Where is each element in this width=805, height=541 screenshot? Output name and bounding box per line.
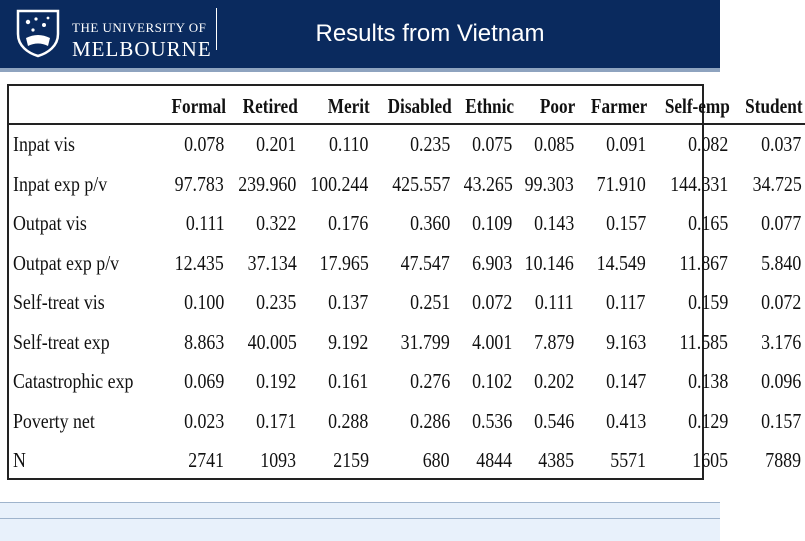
table-cell [300, 124, 372, 165]
table-cell [516, 244, 578, 284]
cell-value: 0.288 [328, 408, 369, 433]
cell-value: 2741 [188, 448, 225, 473]
cell-value: 144.331 [670, 171, 729, 196]
table-cell [300, 165, 372, 205]
table-cell [454, 323, 517, 363]
cell-value: 0.096 [761, 369, 802, 394]
table-cell [454, 165, 517, 205]
table-cell [454, 124, 517, 165]
table-cell [578, 244, 650, 284]
footer-rule [0, 518, 720, 519]
logo-divider [216, 8, 217, 50]
table-cell [454, 204, 517, 244]
cell-value: 6.903 [472, 250, 513, 275]
cell-value: 0.157 [761, 408, 802, 433]
table-cell [454, 244, 517, 284]
logo-line-1: THE UNIVERSITY OF [72, 20, 207, 35]
cell-value: 0.100 [184, 290, 225, 315]
table-cell [732, 244, 805, 284]
slide-title: Results from Vietnam [315, 20, 545, 47]
table-cell [373, 204, 454, 244]
cell-value: 40.005 [247, 329, 297, 354]
table-cell [159, 323, 228, 363]
table-cell [300, 362, 372, 402]
table-cell [732, 441, 805, 481]
table-cell [159, 402, 228, 442]
table-cell [454, 362, 517, 402]
table-cell [300, 204, 372, 244]
table-cell [454, 283, 517, 323]
cell-value: 0.201 [256, 132, 297, 157]
table-row [9, 283, 805, 323]
row-label-text: Self-treat vis [13, 290, 105, 315]
cell-value: 0.322 [256, 211, 297, 236]
cell-value: 0.276 [409, 369, 450, 394]
table-cell [228, 124, 300, 165]
table-cell [373, 283, 454, 323]
cell-value: 0.536 [472, 408, 513, 433]
cell-value: 14.549 [596, 250, 646, 275]
table-cell [578, 441, 650, 481]
table-cell [159, 362, 228, 402]
cell-value: 4385 [538, 448, 575, 473]
university-logo [14, 8, 214, 61]
cell-value: 0.091 [605, 132, 646, 157]
table-cell [454, 402, 517, 442]
column-header: Poor [540, 94, 576, 118]
logo-line-2: MELBOURNE [72, 37, 212, 61]
table-cell [228, 323, 300, 363]
table-cell [228, 204, 300, 244]
row-label [9, 124, 159, 165]
cell-value: 0.111 [535, 290, 575, 315]
cell-value: 0.202 [533, 369, 575, 394]
table-cell [578, 165, 650, 205]
cell-value: 0.159 [688, 290, 729, 315]
table-row [9, 165, 805, 205]
table-cell [228, 244, 300, 284]
table-cell [516, 441, 578, 481]
table-row [9, 362, 805, 402]
table-cell [516, 204, 578, 244]
cell-value: 37.134 [247, 250, 297, 275]
table-cell [516, 362, 578, 402]
row-label-text: Catastrophic exp [13, 369, 134, 394]
row-label [9, 244, 159, 284]
cell-value: 4.001 [472, 329, 513, 354]
table-cell [650, 441, 732, 481]
cell-value: 0.138 [688, 369, 729, 394]
crest-icon [14, 8, 62, 58]
table-cell [373, 165, 454, 205]
cell-value: 0.161 [328, 369, 369, 394]
row-label-text: Poverty net [13, 408, 95, 433]
cell-value: 0.069 [184, 369, 225, 394]
table-cell [159, 204, 228, 244]
cell-value: 239.960 [238, 171, 297, 196]
table-cell [516, 323, 578, 363]
table-row [9, 124, 805, 165]
cell-value: 0.171 [256, 408, 297, 433]
column-header: Student [745, 94, 803, 118]
row-label-text: Self-treat exp [13, 329, 110, 354]
table-cell [516, 165, 578, 205]
cell-value: 0.143 [533, 211, 575, 236]
table-cell [578, 402, 650, 442]
table-cell [373, 362, 454, 402]
table-cell [732, 165, 805, 205]
cell-value: 0.137 [328, 290, 369, 315]
cell-value: 0.102 [472, 369, 513, 394]
table-cell [650, 244, 732, 284]
column-header: Ethnic [465, 94, 514, 118]
header-rule [0, 68, 720, 72]
table-cell [650, 124, 732, 165]
table-cell [373, 402, 454, 442]
table-cell [159, 283, 228, 323]
cell-value: 0.360 [409, 211, 450, 236]
table-cell [732, 124, 805, 165]
table-cell [373, 441, 454, 481]
table-cell [732, 283, 805, 323]
cell-value: 0.251 [409, 290, 450, 315]
cell-value: 0.235 [256, 290, 297, 315]
table-cell [516, 402, 578, 442]
cell-value: 97.783 [175, 171, 225, 196]
table-cell [650, 323, 732, 363]
row-label [9, 165, 159, 205]
footer-band [0, 502, 720, 541]
column-header: Retired [242, 94, 298, 118]
table-cell [732, 204, 805, 244]
row-label-text: Outpat exp p/v [13, 250, 120, 275]
cell-value: 0.085 [533, 132, 575, 157]
cell-value: 5.840 [761, 250, 802, 275]
cell-value: 0.117 [606, 290, 646, 315]
cell-value: 0.413 [605, 408, 646, 433]
cell-value: 17.965 [319, 250, 369, 275]
cell-value: 0.077 [761, 211, 802, 236]
cell-value: 0.165 [688, 211, 729, 236]
cell-value: 0.192 [256, 369, 297, 394]
column-header: Farmer [591, 94, 648, 118]
cell-value: 0.147 [605, 369, 646, 394]
table-cell [228, 441, 300, 481]
row-label [9, 323, 159, 363]
table-cell [650, 402, 732, 442]
table-cell [578, 323, 650, 363]
cell-value: 47.547 [400, 250, 450, 275]
row-label-text: Inpat vis [13, 132, 75, 157]
table-cell [228, 362, 300, 402]
cell-value: 680 [423, 448, 450, 473]
cell-value: 0.109 [472, 211, 513, 236]
cell-value: 0.111 [185, 211, 225, 236]
table-cell [300, 402, 372, 442]
table-cell [650, 362, 732, 402]
cell-value: 0.072 [761, 290, 802, 315]
table-cell [228, 283, 300, 323]
table-cell [516, 283, 578, 323]
cell-value: 71.910 [596, 171, 646, 196]
row-label-text: Inpat exp p/v [13, 171, 108, 196]
column-header: Self-emp [664, 94, 730, 118]
row-label [9, 204, 159, 244]
table-row [9, 402, 805, 442]
table-cell [300, 244, 372, 284]
table-cell [454, 441, 517, 481]
cell-value: 7889 [765, 448, 802, 473]
cell-value: 9.163 [605, 329, 646, 354]
table-cell [650, 283, 732, 323]
cell-value: 0.072 [472, 290, 513, 315]
table-cell [516, 124, 578, 165]
cell-value: 0.129 [688, 408, 729, 433]
table-cell [159, 441, 228, 481]
table-cell [578, 124, 650, 165]
cell-value: 425.557 [391, 171, 450, 196]
cell-value: 11.867 [679, 250, 729, 275]
cell-value: 0.075 [472, 132, 513, 157]
cell-value: 34.725 [752, 171, 802, 196]
cell-value: 0.110 [329, 132, 369, 157]
table-cell [159, 165, 228, 205]
row-label-text: Outpat vis [13, 211, 87, 236]
results-table [9, 90, 805, 481]
cell-value: 1093 [260, 448, 297, 473]
table-row [9, 204, 805, 244]
cell-value: 0.037 [761, 132, 802, 157]
table-cell [732, 362, 805, 402]
table-cell [373, 323, 454, 363]
column-header: Formal [171, 94, 226, 118]
table-row [9, 441, 805, 481]
cell-value: 9.192 [328, 329, 369, 354]
row-label-text: N [13, 448, 26, 473]
cell-value: 8.863 [184, 329, 225, 354]
table-cell [578, 283, 650, 323]
cell-value: 1605 [692, 448, 729, 473]
cell-value: 11.585 [679, 329, 729, 354]
cell-value: 10.146 [525, 250, 575, 275]
cell-value: 0.235 [409, 132, 450, 157]
cell-value: 100.244 [310, 171, 369, 196]
table-cell [578, 362, 650, 402]
table-cell [732, 323, 805, 363]
column-header: Merit [328, 94, 371, 118]
table-cell [228, 402, 300, 442]
table-cell [300, 283, 372, 323]
cell-value: 3.176 [761, 329, 802, 354]
table-cell [228, 165, 300, 205]
table-row [9, 323, 805, 363]
results-table-frame [7, 84, 803, 480]
table-header-row [9, 90, 805, 124]
cell-value: 43.265 [463, 171, 513, 196]
cell-value: 0.157 [605, 211, 646, 236]
cell-value: 0.176 [328, 211, 369, 236]
cell-value: 4844 [476, 448, 513, 473]
row-label [9, 362, 159, 402]
cell-value: 5571 [610, 448, 646, 473]
table-body [9, 124, 805, 481]
column-header: Disabled [387, 94, 452, 118]
table-cell [732, 402, 805, 442]
header-cell-blank [36, 90, 159, 124]
cell-value: 2159 [333, 448, 369, 473]
table-cell [650, 204, 732, 244]
cell-value: 0.286 [409, 408, 450, 433]
cell-value: 99.303 [525, 171, 575, 196]
cell-value: 7.879 [533, 329, 575, 354]
table-cell [373, 124, 454, 165]
table-cell [300, 323, 372, 363]
table-cell [300, 441, 372, 481]
cell-value: 0.023 [184, 408, 225, 433]
table-cell [159, 244, 228, 284]
cell-value: 0.078 [184, 132, 225, 157]
row-label [9, 441, 159, 481]
table-cell [578, 204, 650, 244]
table-cell [373, 244, 454, 284]
row-label [9, 283, 159, 323]
cell-value: 0.082 [688, 132, 729, 157]
cell-value: 0.546 [533, 408, 575, 433]
table-cell [650, 165, 732, 205]
row-label [9, 402, 159, 442]
slide-header [0, 0, 720, 68]
table-row [9, 244, 805, 284]
cell-value: 31.799 [400, 329, 450, 354]
table-cell [159, 124, 228, 165]
cell-value: 12.435 [175, 250, 225, 275]
